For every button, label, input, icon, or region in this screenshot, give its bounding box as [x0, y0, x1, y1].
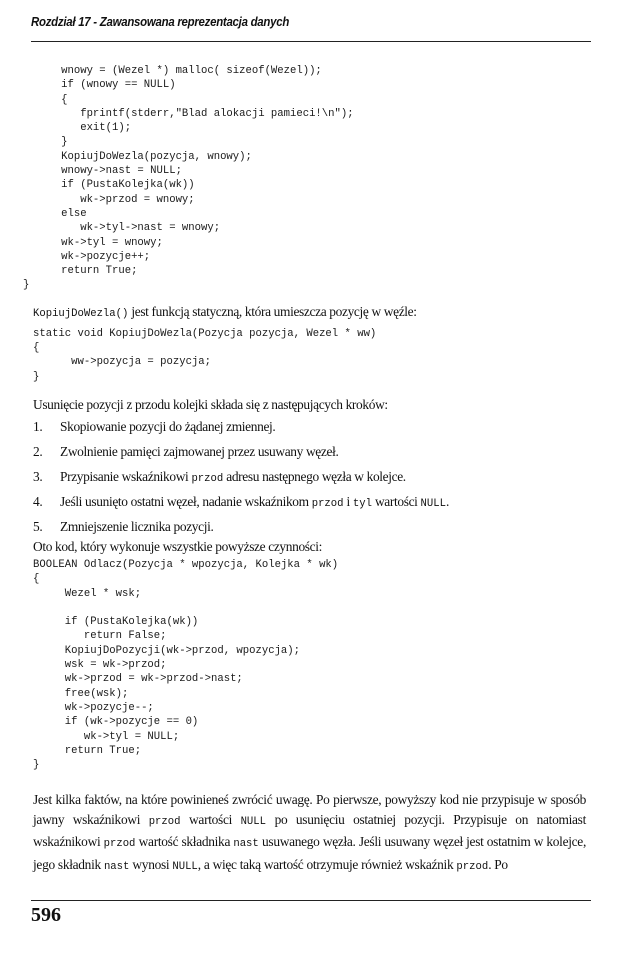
code-block-kopiuj-do-wezla: static void KopiujDoWezla(Pozycja pozycja, Wezel * ww) { ww->pozycja = pozycja; }	[33, 327, 377, 383]
inline-code: nast	[103, 860, 130, 873]
list-item	[33, 468, 593, 493]
paragraph-text: wynosi	[129, 856, 173, 872]
inline-code: przod	[191, 472, 224, 485]
paragraph-text: po usunięciu ostatniej pozycji. Przypisuje on natomiast wskaźnikowi	[33, 811, 587, 850]
list-item-number: 1.	[33, 418, 43, 434]
steps-list	[33, 418, 593, 543]
paragraph-kod: Oto kod, który wykonuje wszystkie powyższe czynności:	[33, 538, 323, 554]
list-item-text: .	[445, 493, 449, 509]
list-item-text: Zwolnienie pamięci zajmowanej przez usuwany węzeł.	[60, 443, 339, 459]
inline-code: przod	[311, 497, 344, 510]
list-item-text: Przypisanie wskaźnikowi	[60, 468, 192, 484]
paragraph-text: wartość składnika	[135, 834, 234, 850]
page-content	[23, 64, 593, 877]
list-item	[33, 518, 593, 543]
list-item	[33, 493, 593, 518]
inline-code: przod	[103, 838, 136, 851]
paragraph-kopiuj-do-wezla	[33, 303, 593, 323]
list-item-text: wartości	[371, 493, 421, 509]
inline-code: przod	[148, 815, 181, 828]
paragraph-text: Jest kilka faktów, na które powinieneś zwrócić uwagę. Po pierwsze, powyższy kod nie przypisuje w sposób jawny wskaźnikowi	[33, 792, 586, 827]
list-item-text: Skopiowanie pozycji do żądanej zmiennej.	[60, 418, 276, 434]
code-block-odlacz: BOOLEAN Odlacz(Pozycja * wpozycja, Kolejka * wk) { Wezel * wsk; if (PustaKolejka(wk)) return False; KopiujDoPozycji(wk->przod, wpozycja); wsk = wk->przod; wk->przod = wk->przod->nast; free(wsk); wk->pozycje--; if (wk->pozycje == 0) wk->tyl = NULL; return True; }	[33, 558, 339, 772]
paragraph-text: . Po	[488, 856, 508, 872]
inline-code: przod	[456, 860, 489, 873]
paragraph-text: wartości	[180, 811, 241, 827]
inline-code: nast	[233, 838, 259, 851]
running-header	[31, 14, 591, 38]
list-item-text: i	[343, 493, 353, 509]
paragraph-text: , a więc taką wartość otrzymuje również wskaźnik	[197, 856, 457, 872]
list-item	[33, 418, 593, 443]
list-item	[33, 443, 593, 468]
inline-code: NULL	[420, 497, 446, 510]
page-number: 596	[31, 904, 61, 926]
code-block-dolacz-end: wnowy = (Wezel *) malloc( sizeof(Wezel)); if (wnowy == NULL) { fprintf(stderr,"Blad alokacji pamieci!\n"); exit(1); } KopiujDoWezla(pozycja, wnowy); wnowy->nast = NULL; if (PustaKolejka(wk)) wk->przod = wnowy; else wk->tyl->nast = wnowy; wk->tyl = wnowy; wk->pozycje++; return True; }	[23, 65, 354, 292]
list-item-text: adresu następnego węzła w kolejce.	[223, 468, 406, 484]
list-item-number: 2.	[33, 443, 43, 459]
paragraph-usuniecie: Usunięcie pozycji z przodu kolejki składa się z następujących kroków:	[33, 396, 388, 412]
inline-code: tyl	[352, 497, 372, 510]
list-item-number: 3.	[33, 468, 43, 484]
paragraph-text: usuwanego węzła. Jeśli usuwany węzeł jest ostatnim w kolejce, jego składnik	[33, 834, 586, 872]
list-item-text: Jeśli usunięto ostatni węzeł, nadanie wskaźnikom	[60, 493, 312, 509]
list-item-text: Zmniejszenie licznika pozycji.	[60, 518, 214, 534]
header-rule	[31, 41, 591, 42]
chapter-title: Rozdział 17 - Zawansowana reprezentacja danych	[31, 14, 290, 29]
inline-code: NULL	[172, 860, 198, 873]
inline-code: NULL	[240, 815, 267, 828]
list-item-number: 4.	[33, 493, 43, 509]
paragraph-final	[33, 790, 586, 877]
footer-rule	[31, 900, 591, 901]
inline-code: KopiujDoWezla()	[33, 307, 129, 320]
paragraph-text: jest funkcją statyczną, która umieszcza pozycję w węźle:	[128, 303, 417, 319]
list-item-number: 5.	[33, 518, 43, 534]
